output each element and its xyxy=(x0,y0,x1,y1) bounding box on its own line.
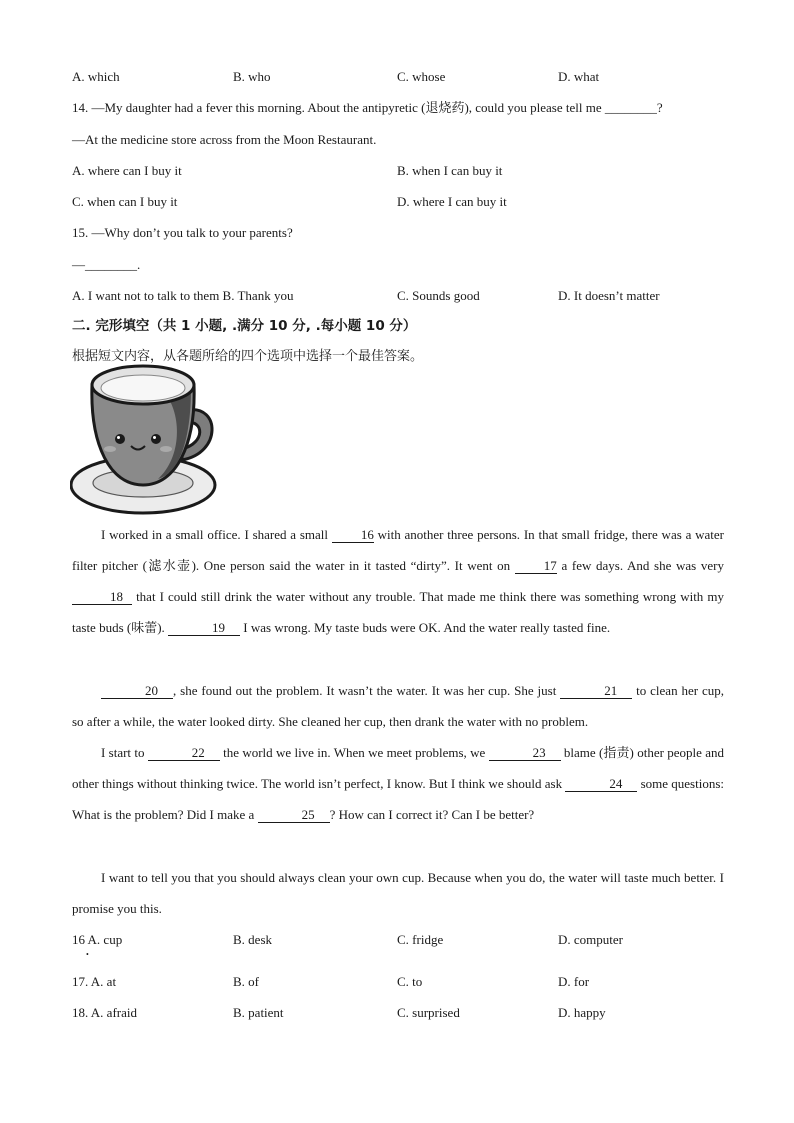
q17-option-c: C. to xyxy=(397,974,423,989)
q13-option-d: D. what xyxy=(558,69,600,84)
blank-22: 22 xyxy=(148,746,220,761)
q15-answer: —________. xyxy=(72,257,141,272)
q18-option-a: 18. A. afraid xyxy=(72,1005,137,1020)
q14-answer: —At the medicine store across from the Moon Restaurant. xyxy=(72,132,377,147)
q18-option-b: B. patient xyxy=(233,1005,284,1020)
q18-option-d: D. happy xyxy=(558,1005,606,1020)
cup-eye-right xyxy=(151,434,161,444)
section-heading: 二. 完形填空（共 1 小题, .满分 10 分, .每小题 10 分） xyxy=(72,318,417,334)
q16-option-d: D. computer xyxy=(558,932,623,947)
q15-stem: 15. —Why don’t you talk to your parents? xyxy=(72,225,293,240)
cup-eye-left xyxy=(115,434,125,444)
cup-blush-left xyxy=(104,446,116,452)
q14-stem: 14. —My daughter had a fever this morning. About the antipyretic (退烧药), could you please tell me ________? xyxy=(72,100,663,115)
q14-option-d: D. where I can buy it xyxy=(397,194,507,209)
q13-option-c: C. whose xyxy=(397,69,446,84)
teacup-illustration xyxy=(70,345,220,517)
stray-dot: • xyxy=(86,950,89,959)
passage-paragraph-4: I want to tell you that you should always clean your own cup. Because when you do, the water will taste much better. I promise you this. xyxy=(72,870,724,916)
q15-option-ab: A. I want not to talk to them B. Thank you xyxy=(72,288,294,303)
q17-option-a: 17. A. at xyxy=(72,974,117,989)
q15-option-d: D. It doesn’t matter xyxy=(558,288,660,303)
blank-23: 23 xyxy=(489,746,561,761)
blank-24: 24 xyxy=(565,777,637,792)
cup-blush-right xyxy=(160,446,172,452)
blank-25: 25 xyxy=(258,808,330,823)
q14-option-b: B. when I can buy it xyxy=(397,163,503,178)
blank-21: 21 xyxy=(560,684,632,699)
liquid xyxy=(101,375,185,401)
blank-17: 17 xyxy=(515,559,557,574)
section-instruction: 根据短文内容，从各题所给的四个选项中选择一个最佳答案。 xyxy=(72,349,424,364)
q15-option-c: C. Sounds good xyxy=(397,288,480,303)
q13-option-b: B. who xyxy=(233,69,271,84)
q18-option-c: C. surprised xyxy=(397,1005,460,1020)
q16-option-b: B. desk xyxy=(233,932,272,947)
q17-option-d: D. for xyxy=(558,974,590,989)
q16-option-a: 16 A. cup xyxy=(72,932,123,947)
q16-option-c: C. fridge xyxy=(397,932,444,947)
q14-option-a: A. where can I buy it xyxy=(72,163,182,178)
passage-paragraph-2: 20 , she found out the problem. It wasn’t the water. It was her cup. She just 21 to clean her cup, so after a while, the water looked dirty. She cleaned her cup, then drank the water with no problem. xyxy=(72,683,725,729)
passage-paragraph-1: I worked in a small office. I shared a small 16 with another three persons. In that small fridge, there was a water filter pitcher (滤水壶). One person said the water in it tasted “dirty”. It went on 17 a few days. And she was very 18 that I could still drink the water without any trouble. That made me think there was something wrong with my taste buds (味蕾). 19 I was wrong. My taste buds were OK. And the water really tasted fine. xyxy=(72,527,725,635)
q13-option-a: A. which xyxy=(72,69,120,84)
blank-20: 20 xyxy=(101,684,173,699)
passage-paragraph-3: I start to 22 the world we live in. When we meet problems, we 23 blame (指责) other people and other things without thinking twice. The world isn’t perfect, I know. But I think we should ask 24 some questions: What is the problem? Did I make a 25 ? How can I correct it? Can I be better? xyxy=(72,745,725,822)
blank-19: 19 xyxy=(168,621,240,636)
blank-18: 18 xyxy=(72,590,132,605)
q17-option-b: B. of xyxy=(233,974,259,989)
blank-16: 16 xyxy=(332,528,374,543)
q14-option-c: C. when can I buy it xyxy=(72,194,178,209)
